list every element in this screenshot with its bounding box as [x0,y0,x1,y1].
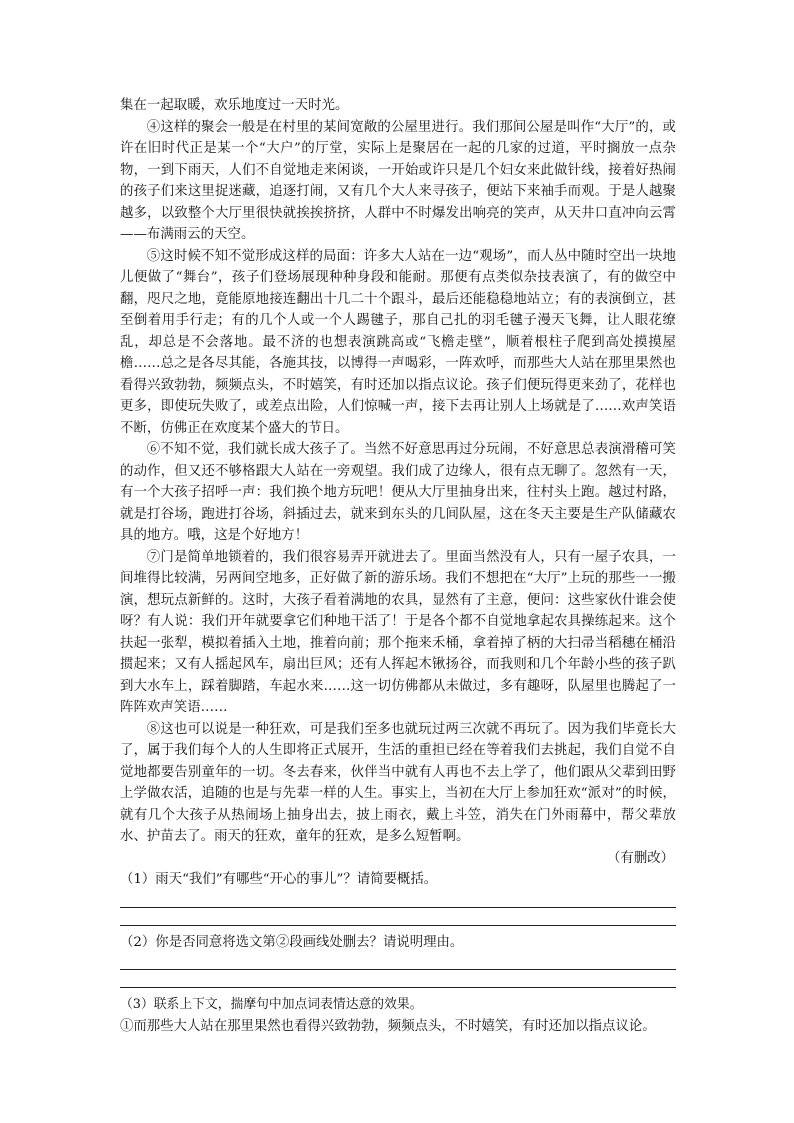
paragraph-6: ⑥不知不觉，我们就长成大孩子了。当然不好意思再过分玩闹，不好意思总表演滑稽可笑的动作，但又还不够格跟大人站在一旁观望。我们成了边缘人，很有点无聊了。忽然有一天，有一个大孩子招呼一声：我们换个地方玩吧！便从大厅里抽身出来，往村头上跑。越过村路，就是打谷场，跑进打谷场，斜插过去，就来到东头的几间队屋，这在冬天主要是生产队储藏农具的地方。哦，这是个好地方！ [120,442,676,543]
answer-line[interactable] [120,907,676,908]
revision-note: （有删改） [607,850,674,866]
paragraph-8: ⑧这也可以说是一种狂欢，可是我们至多也就玩过两三次就不再玩了。因为我们毕竟长大了，属于我们每个人的人生即将正式展开，生活的重担已经在等着我们去挑起，我们自觉不自觉地都要告别童年的一切。冬去春来，伙伴当中就有人再也不去上学了，他们跟从父辈到田野上学做农活，追随的也是与先辈一样的人生。事实上，当初在大厅上参加狂欢“派对”的时候，就有几个大孩子从热闹场上抽身出去，披上雨衣，戴上斗笠，消失在门外雨幕中，帮父辈放水、护苗去了。雨天的狂欢，童年的狂欢，是多么短暂啊。 [120,721,676,844]
answer-line[interactable] [120,925,676,926]
paragraph-7: ⑦门是简单地锁着的，我们很容易弄开就进去了。里面当然没有人，只有一屋子农具，一间堆得比较满，另两间空地多，正好做了新的游乐场。我们不想把在“大厅”上玩的那些一一搬演，想玩点新鲜的。这时，大孩子看着满地的农具，显然有了主意，便问：这些家伙什谁会使呀？有人说：我们开年就要拿它们种地干活了！于是各个都不自觉地拿起农具操练起来。这个扶起一张犁，模拟着插入土地，推着向前；那个拖来禾桶，拿着掉了柄的大扫帚当稻穗在桶沿掼起来；又有人摇起风车，扇出巨风；还有人挥起木锹扬谷，而我则和几个年龄小些的孩子趴到大水车上，踩着脚踏，车起水来……这一切仿佛都从未做过，多有趣呀，队屋里也腾起了一阵阵欢声笑语…… [120,549,676,715]
question-3: （3）联系上下文，揣摩句中加点词表情达意的效果。 [120,997,423,1012]
paragraph-continuation: 集在一起取暖，欢乐地度过一天时光。 [120,98,349,113]
question-3-item-1: ①而那些大人站在那里果然也看得兴致勃勃，频频点头，不时嬉笑，有时还加以指点议论。 [120,1018,656,1034]
answer-line[interactable] [120,969,676,970]
paragraph-4: ④这样的聚会一般是在村里的某间宽敞的公屋里进行。我们那间公屋是叫作“大厅”的，或许在旧时代正是某一个“大户”的厅堂，实际上是聚居在一起的几家的过道，平时搁放一点杂物，一到下雨天，人们不自觉地走来闲谈，一开始或许只是几个妇女来此做针线，接着好热闹的孩子们来这里捉迷藏，追逐打闹，又有几个大人来寻孩子，便站下来袖手而观。于是人越聚越多，以致整个大厅里很快就挨挨挤挤，人群中不时爆发出响亮的笑声，从天井口直冲向云霄——布满雨云的天空。 [120,119,676,242]
paragraph-5: ⑤这时候不知不觉形成这样的局面：许多大人站在一边“观场”，而人丛中随时空出一块地儿便做了“舞台”，孩子们登场展现种种身段和能耐。那便有点类似杂技表演了，有的做空中翻，咫尺之地，竟能原地接连翻出十几二十个跟斗，最后还能稳稳地站立；有的表演倒立，甚至倒着用手行走；有的几个人或一个人踢毽子，那自己扎的羽毛毽子漫天飞舞，让人眼花缭乱，却总是不会落地。最不济的也想表演跳高或“飞檐走壁”，顺着根柱子爬到高处摸摸屋檐……总之是各尽其能，各施其技，以博得一声喝彩，一阵欢呼，而那些大人站在那里果然也看得兴致勃勃，频频点头，不时嬉笑，有时还加以指点议论。孩子们便玩得更来劲了，花样也更多，即使玩失败了，或差点出险，人们惊喊一声，接下去再让别人上场就是了……欢声笑语不断，仿佛正在欢度某个盛大的节日。 [120,248,676,436]
answer-line[interactable] [120,987,676,988]
question-2: （2）你是否同意将选文第②段画线处删去？请说明理由。 [120,934,464,950]
document-page [120,95,676,1037]
question-1: （1）雨天“我们”有哪些“开心的事儿”？请简要概括。 [120,872,438,887]
